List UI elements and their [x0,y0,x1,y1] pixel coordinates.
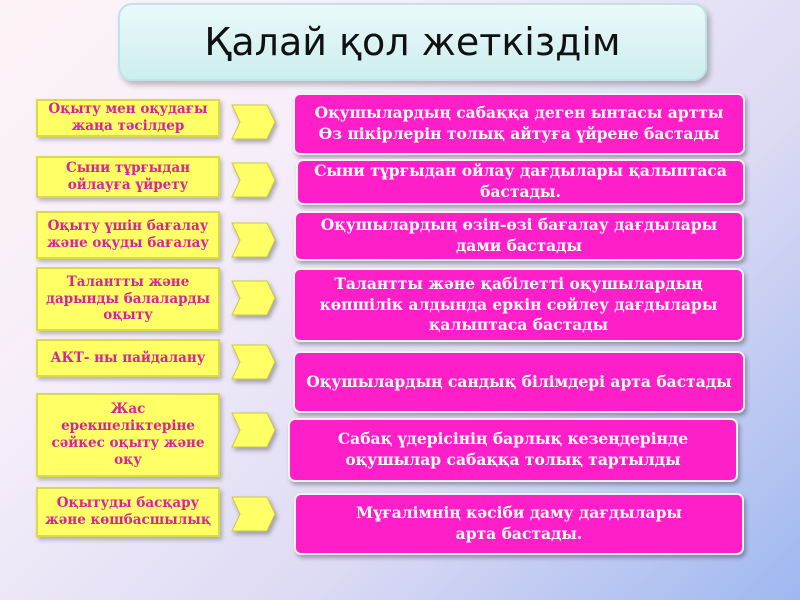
method-label: Оқыту мен оқудағы жаңа тәсілдер [48,101,208,134]
method-box [36,99,220,137]
method-box [36,267,220,331]
method-box [36,393,220,477]
result-box [288,418,738,482]
result-box [293,93,745,155]
result-label: Оқушылардың сабаққа деген ынтасы артты Өз пікірлерін толық айтуға үйрене бастады [314,103,724,143]
result-box [294,211,744,261]
result-label: Оқушылардың өзін-өзі бағалау дағдылары дами бастады [320,215,718,255]
result-label: Мұғалімнің кәсіби даму дағдылары арта бастады. [356,503,682,543]
method-box [36,211,220,259]
result-box [293,351,745,413]
method-label: Сыни тұрғыдан ойлауға үйрету [66,160,190,193]
result-box [293,268,744,342]
method-label: Оқытуды басқару және көшбасшылық [45,495,211,528]
method-box [36,339,220,377]
arrow-right-icon [231,162,276,198]
arrow-right-icon [231,222,276,258]
result-label: Оқушылардың сандық білімдері арта бастады [306,371,732,391]
page-title: Қалай қол жеткіздім [204,20,621,64]
arrow-right-icon [231,496,276,532]
arrow-right-icon [231,412,276,448]
title-box [118,3,707,81]
method-label: АКТ- ны пайдалану [50,349,206,366]
result-label: Талантты және қабілетті оқушылардың көпшілік алдында еркін сөйлеу дағдылары қалыптаса бастады [319,273,718,335]
method-box [36,487,220,537]
arrow-right-icon [231,344,276,380]
result-box [294,493,744,555]
method-box [36,156,220,198]
method-label: Талантты және дарынды балаларды оқыту [45,273,211,324]
result-box [296,159,745,205]
result-label: Сыни тұрғыдан ойлау дағдылары қалыптаса бастады. [314,161,727,201]
arrow-right-icon [231,280,276,316]
result-label: Сабақ үдерісінің барлық кезеңдерінде оқушылар сабаққа толық тартылды [337,429,689,469]
method-label: Жас ерекшеліктеріне сәйкес оқыту және оқу [51,401,205,468]
method-label: Оқыту үшін бағалау және оқуды бағалау [47,218,209,251]
arrow-right-icon [231,104,276,140]
